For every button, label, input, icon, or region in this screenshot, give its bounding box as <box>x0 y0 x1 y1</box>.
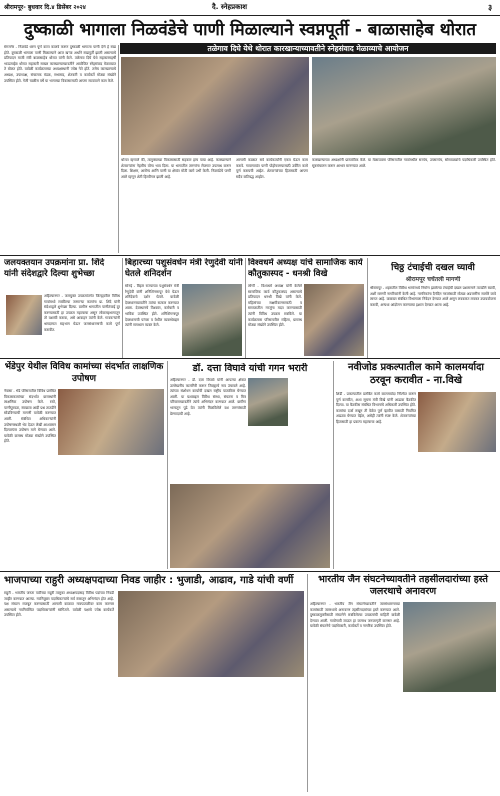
story1-subhead-bar <box>120 43 496 54</box>
story9-body: राहुरी - भारतीय जनता पार्टीच्या राहुरी तालुका अध्यक्षपदासह विविध पदांच्या निवडी जाहीर करण्यात आल्या. नवनियुक्त पदाधिकाऱ्यांचे सर्व स्तरातून अभिनंदन होत आहे. पक्ष संघटन मजबूत करण्यासाठी आगामी काळात गावपातळीवर काम करणार असल्याचे नवनिर्वाचित पदाधिकाऱ्यांनी सांगितले. यावेळी पक्षाचे ज्येष्ठ कार्यकर्ते उपस्थित होते. <box>4 591 114 618</box>
story6-headline: भेंडेपुर येथील विविध कामांच्या संदर्भात लाक्षणिक उपोषण <box>4 362 164 384</box>
story1-col3: आगामी काळात सर्व कार्यकर्त्यांनी एकत्र येऊन काम करावे. गावागावांत पाणी पोहोचवण्यासाठी उर्वरित कामे पूर्ण करायची आहेत. शेतकऱ्यांच्या हितासाठी आपण सदैव कटिबद्ध आहोत. <box>236 158 308 179</box>
story2-body: अहिल्यानगर - जलयुक्त उपक्रमांतर्गत जिल्ह्यातील विविध गावांमध्ये राबविल्या जाणाऱ्या कामांना प्रा. शिंदे यांनी संदेशाद्वारे शुभेच्छा दिल्या. ग्रामीण भागातील पाणीटंचाई दूर करण्यासाठी हा उपक्रम महत्त्वाचा असून लोकसहभागातून तो यशस्वी करावा, असे आवाहन त्यांनी केले. गावकऱ्यांनी श्रमदानात सहभाग घेऊन जलसंधारणाची कामे पूर्ण करावीत. <box>44 294 120 332</box>
story6-body-cont <box>58 458 164 568</box>
story3-body: सोनई - बिहार राज्याच्या पशुसंवर्धन मंत्री रेणुदेवी यांनी शनिशिंगणापूर येथे येऊन शनिदेवाचे दर्शन घेतले. यावेळी देवस्थानच्यावतीने त्यांचा सत्कार करण्यात आला. देवस्थानचे विश्वस्त, कर्मचारी व भाविक उपस्थित होते. शनिशिंगणापूर देवस्थानाची परंपरा व येथील व्यवस्थेबद्दल त्यांनी समाधान व्यक्त केले. <box>125 284 179 328</box>
story6-photo <box>58 389 164 455</box>
story1-col2: थोरात म्हणाले की, तालुक्याच्या विकासासाठी सहकार हाच पाया आहे. कारखान्याने शेतकऱ्यांना नेहमीच योग्य भाव दिला. या भागातील तरुणांना रोजगार उपलब्ध करून दिला. शिक्षण, आरोग्य आणि पाणी या क्षेत्रांत मोठी कामे उभी केली. निळवंडेचे पाणी आले म्हणून शेती हिरवीगार झाली आहे. <box>121 158 231 179</box>
story2-headline: जलयक्तयान उपक्रमांना प्रा. शिंदे यांनी संदेशद्वारे दिल्या शुभेच्छा <box>4 258 105 279</box>
masthead <box>0 0 500 16</box>
story7-headline: डॉ. दत्ता विघावे यांची गगन भरारी <box>192 363 308 374</box>
story7-body: अहिल्यानगर - डॉ. दत्ता विघावे यांनी आपल्या क्षेत्रात उल्लेखनीय कामगिरी करून जिल्ह्याचे नाव उंचावले आहे. त्यांच्या संशोधन कार्याची दखल राष्ट्रीय पातळीवर घेण्यात आली. या यशाबद्दल विविध संस्था, संघटना व मित्र परिवाराच्यावतीने त्यांचे अभिनंदन करण्यात आले. ग्रामीण भागातून पुढे येत त्यांनी मिळविलेले यश तरुणांसाठी प्रेरणादायी आहे. <box>170 378 246 416</box>
story9-photo <box>118 591 304 677</box>
story8-headline: नवीजोड प्रकल्पातील कामे कालमर्यादा ठरवून करावीत - ना.विखे <box>347 362 485 386</box>
story4-body: लोणी - विश्वधर्म अध्यक्ष यांनी केलेले सामाजिक कार्य कौतुकास्पद असल्याचे प्रतिपादन धनश्री विखे यांनी केले. महिलांच्या सक्षमीकरणासाठी व समाजातील गरजूंना मदत करण्यासाठी त्यांनी विविध उपक्रम राबविले. या कार्यक्रमास परिसरातील महिला, ग्रामस्थ मोठ्या संख्येने उपस्थित होते. <box>248 284 302 328</box>
masthead-date: श्रीरामपूर- बुधवार दि.४ डिसेंबर २०२४ <box>4 4 86 11</box>
story10-body: अहिल्यानगर - भारतीय जैन संघटनेच्यावतीने जलसंधारणाच्या कामांसाठी जलरथाचे अनावरण तहसीलदारांच्या हस्ते करण्यात आले. दुष्काळमुक्तीसाठी संघटनेने राबविलेल्या उपक्रमांची माहिती यावेळी देण्यात आली. गावोगावी जाऊन हा जलरथ जनजागृती करणार आहे. यावेळी संघटनेचे पदाधिकारी, कार्यकर्ते व नागरिक उपस्थित होते. <box>310 602 400 629</box>
story8-photo <box>418 392 496 452</box>
story9-headline: भाजपाच्या राहुरी अध्यक्षपदाच्या निवड जाहीर : भुजाडी, आढाव, गाडे यांची वर्णी <box>4 575 294 586</box>
story3-photo <box>182 284 242 356</box>
story5-body: श्रीरामपूर - शहरातील विविध भागांमध्ये निर्माण झालेल्या टंचाईची दखल प्रशासनाने तातडीने घ्यावी, अशी मागणी नागरिकांनी केली आहे. नागरिकांना दैनंदिन गरजांसाठी मोठ्या अडचणींना सामोरे जावे लागत आहे. याबाबत संबंधित विभागाला निवेदन देण्यात आले असून लवकरात लवकर उपाययोजना करावी, अन्यथा आंदोलन करण्याचा इशारा देण्यात आला आहे. <box>370 286 496 307</box>
story1-photo-a <box>121 57 309 155</box>
masthead-title: दै. स्नेहप्रकाश <box>212 3 248 11</box>
story7-photo <box>170 484 330 568</box>
story5-headline: चिठ्ठ टंचाईची दखल घ्यावी <box>391 263 475 273</box>
story1-subhead: तळेगाव दिघे येथे थोरात कारखान्याच्यावतीने स्नेहसंवाद मेळाव्याचे आयोजन <box>207 44 409 53</box>
story9-body-cont <box>118 680 304 790</box>
story5-subhead: श्रीरामपूर चर्चेतली मागणी <box>405 276 461 283</box>
story6-body: नेवासा - भेंडे परिसरातील विविध प्रलंबित विकासकामांच्या संदर्भात ग्रामस्थांनी लाक्षणिक उपोषण केले. रस्ते, पाणीपुरवठा, स्वच्छता आदी प्रश्न तातडीने सोडविण्याची मागणी यावेळी करण्यात आली. संबंधित अधिकाऱ्यांनी उपोषणस्थळी भेट देऊन लेखी आश्वासन दिल्यानंतर उपोषण मागे घेण्यात आले. यावेळी ग्रामस्थ मोठ्या संख्येने उपस्थित होते. <box>4 389 56 444</box>
story1-headline: दुष्काळी भागाला निळवंडेचे पाणी मिळाल्याने स्वप्नपूर्ती - बाळासाहेब थोरात <box>23 20 477 40</box>
story2-portrait <box>6 295 42 335</box>
story4-photo <box>304 284 364 356</box>
story10-photo <box>403 602 496 692</box>
story10-headline: भारतीय जैन संघटनेच्यावतीने तहसीलदारांच्या हस्ते जलरथाचे अनावरण <box>318 574 488 597</box>
story1-col4: कारखान्याच्या अध्यक्षांनी प्रास्ताविक केले. या मेळाव्याला परिसरातील गावांमधील सरपंच, उपसरपंच, सोसायट्यांचे पदाधिकारी उपस्थित होते. सूत्रसंचालन करून आभार मानण्यात आले. <box>312 158 496 168</box>
story3-headline: बिहारच्या पशुसंवर्धन मंत्री रेणुदेवी यांनी घेतले शनिदर्शन <box>125 258 243 279</box>
story8-body: शिर्डी - प्रकल्पातील प्रलंबित कामे कालमर्यादा निश्चित करून पूर्ण करावीत, अशा सूचना मंत्री विखे यांनी आढावा बैठकीत दिल्या. या बैठकीस संबंधित विभागांचे अधिकारी उपस्थित होते. कामांचा दर्जा राखून ती वेळेत पूर्ण व्हावीत यासाठी नियमित आढावा घेण्यात येईल, असेही त्यांनी स्पष्ट केले. शेतकऱ्यांच्या हितासाठी हा प्रकल्प महत्त्वाचा आहे. <box>336 392 416 424</box>
page-number: ३ <box>488 3 493 12</box>
story4-headline: विश्वधर्म अध्यक्ष यांचे सामाजिक कार्य कौतुकास्पद - धनश्री विखे <box>248 258 363 279</box>
story7-portrait <box>248 378 288 426</box>
story1-col1: संगमनेर - निळवंडे धरण पूर्ण करत कालवे करून दुष्काळी भागाला पाणी देणे हे स्वप्न होते. दुष्काळी भागाला पाणी मिळाल्याने आज खऱ्या अर्थाने स्वप्नपूर्ती झाली असल्याचे प्रतिपादन माजी मंत्री बाळासाहेब थोरात यांनी केले. तळेगाव दिघे येथे सहकारमहर्षी भाऊसाहेब थोरात सहकारी साखर कारखान्याच्यावतीने आयोजित स्नेहसंवाद मेळाव्यात ते बोलत होते. यावेळी कार्यक्रमाच्या अध्यक्षस्थानी ज्येष्ठ नेते होते. तसेच कारखान्याचे अध्यक्ष, उपाध्यक्ष, संचालक मंडळ, सभासद, शेतकरी व कार्यकर्ते मोठ्या संख्येने उपस्थित होते. गेली चाळीस वर्षे या भागाच्या विकासासाठी आपण सातत्याने काम केले. <box>4 45 116 83</box>
story1-photo-b <box>312 57 496 155</box>
